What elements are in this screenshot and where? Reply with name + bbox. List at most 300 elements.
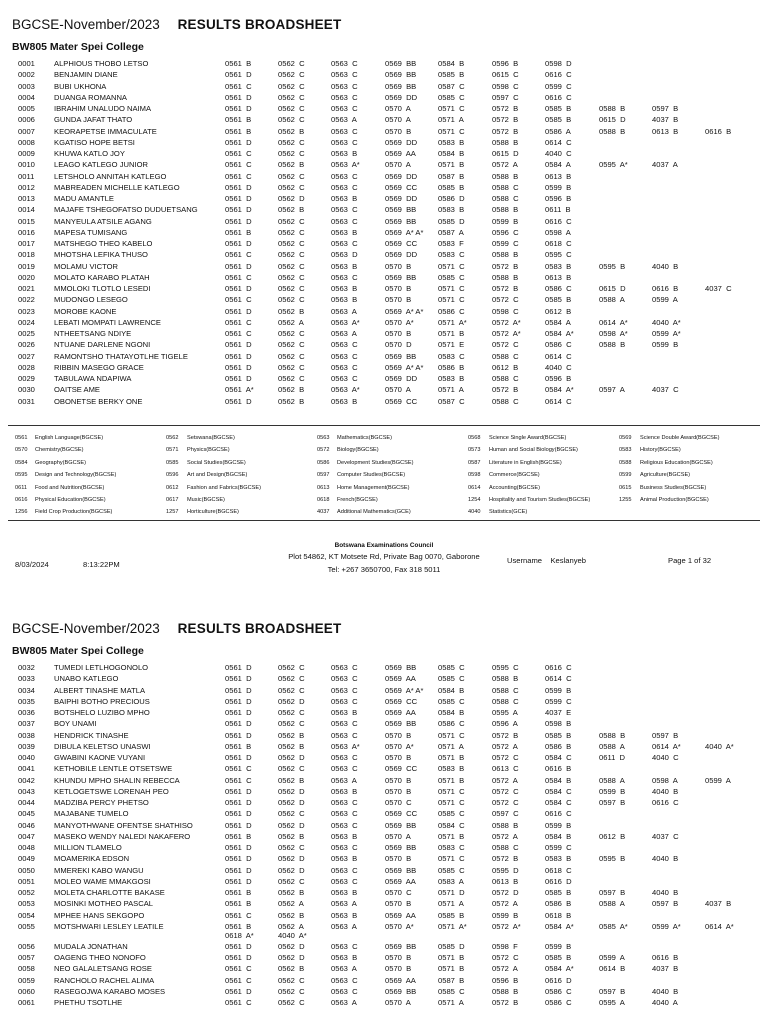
table-row — [0, 92, 768, 103]
subject-grade: 0572 D — [492, 888, 519, 897]
subject-grade: 0585 A* — [599, 921, 628, 931]
subject-grade: 4040 B — [652, 854, 679, 864]
subject-grade: 0562 C — [278, 239, 305, 248]
subject-grade: 0561 D — [225, 239, 252, 248]
candidate-name: KGATISO HOPE BETSI — [54, 137, 135, 147]
subject-grade: 0595 C — [545, 250, 572, 260]
candidate-name: MOTSHWARI LESLEY LEATILE — [54, 921, 164, 931]
subject-grade: 0585 D — [438, 941, 465, 951]
subject-grade: 0588 C — [492, 696, 519, 706]
subject-grade: 0598 C — [492, 81, 519, 91]
subject-grade: 0588 C — [492, 843, 519, 852]
subject-grade: 0562 B — [278, 160, 305, 170]
subject-grade: 0561 D — [225, 820, 252, 830]
subject-grade: 0561 B — [225, 899, 252, 909]
candidate-name: MOAMERIKA EDSON — [54, 854, 130, 864]
candidate-name: MAPESA TUMISANG — [54, 227, 128, 237]
subject-grade: 0616 C — [545, 663, 572, 672]
subject-grade: 0585 B — [545, 953, 572, 962]
candidate-number: 0025 — [18, 329, 35, 338]
subject-grade: 0561 B — [225, 115, 252, 125]
subject-grade: 0585 C — [438, 272, 465, 282]
candidate-name: UNABO KATLEGO — [54, 674, 119, 684]
subject-grade: 0588 A — [599, 775, 625, 785]
subject-grade: 0614 C — [545, 351, 572, 361]
subject-grade: 0585 B — [438, 70, 465, 80]
subject-grade: 0563 C — [331, 941, 358, 951]
candidate-name: OBONETSE BERKY ONE — [54, 396, 143, 406]
candidate-name: MHOTSHA LEFIKA THUSO — [54, 250, 148, 260]
subject-grade: 0563 C — [331, 126, 358, 136]
subject-grade: 0562 C — [278, 719, 305, 729]
subject-grade: 0570 B — [385, 854, 412, 864]
report-header — [12, 17, 341, 32]
subject-grade: 0570 A — [385, 160, 411, 170]
table-row — [0, 81, 768, 92]
subject-grade: 0587 C — [438, 396, 465, 406]
subject-grade: 0563 C — [331, 351, 358, 361]
subject-grade: 0584 B — [438, 149, 465, 158]
subject-grade: 0563 C — [331, 70, 358, 80]
subject-grade: 0563 C — [331, 685, 358, 695]
subject-grade: 0583 B — [438, 764, 465, 774]
username-label: Username — [507, 556, 543, 565]
subject-grade: 0613 B — [652, 126, 679, 136]
candidate-number: 0039 — [18, 741, 35, 751]
subject-grade: 0563 A* — [331, 317, 360, 327]
subject-grade: 0562 C — [278, 92, 305, 102]
subject-grade: 0571 E — [438, 340, 465, 350]
candidate-number: 0019 — [18, 261, 35, 271]
table-row — [0, 898, 768, 909]
legend-subject-code: 0562 — [166, 435, 179, 441]
candidate-number: 0006 — [18, 115, 35, 125]
candidate-number: 0046 — [18, 820, 35, 830]
subject-grade: 0563 D — [331, 250, 358, 260]
subject-grade: 0563 B — [331, 831, 358, 841]
table-row — [0, 137, 768, 148]
subject-grade: 0571 A — [438, 998, 464, 1007]
subject-grade: 0571 B — [438, 753, 465, 762]
candidate-number: 0055 — [18, 921, 35, 931]
subject-grade: 0588 B — [492, 205, 519, 215]
candidate-number: 0038 — [18, 730, 35, 740]
subject-grade: 0569 BB — [385, 59, 417, 68]
subject-grade: 0570 B — [385, 730, 412, 740]
subject-grade: 0563 B — [331, 227, 358, 237]
subject-grade: 0585 C — [438, 92, 465, 102]
candidate-number: 0015 — [18, 216, 35, 226]
subject-grade: 0572 A* — [492, 329, 521, 338]
table-row — [0, 963, 768, 974]
subject-grade: 0570 B — [385, 284, 412, 293]
candidate-name: HENDRICK TINASHE — [54, 730, 129, 740]
table-row — [0, 294, 768, 305]
table-row — [0, 685, 768, 696]
subject-grade: 0616 B — [652, 953, 679, 962]
subject-grade: 0562 C — [278, 674, 305, 684]
table-row — [0, 238, 768, 249]
username — [507, 556, 586, 565]
subject-grade: 0561 D — [225, 685, 252, 695]
subject-grade: 0562 B — [278, 910, 305, 920]
subject-grade: 0561 D — [225, 261, 252, 271]
subject-grade: 0561 D — [225, 876, 252, 886]
subject-grade: 0586 C — [438, 306, 465, 316]
subject-grade: 0562 C — [278, 171, 305, 181]
subject-grade: 0572 B — [492, 126, 519, 136]
candidate-name: BENJAMIN DIANE — [54, 70, 118, 80]
subject-grade: 0586 C — [545, 998, 572, 1007]
subject-grade: 0583 F — [438, 239, 464, 248]
subject-grade: 0561 C — [225, 295, 252, 305]
candidate-number: 0011 — [18, 171, 35, 181]
candidate-number: 0029 — [18, 374, 35, 383]
candidate-name: MILLION TLAMELO — [54, 843, 122, 852]
legend-subject-code: 0611 — [15, 484, 28, 491]
subject-grade: 0571 A — [438, 899, 464, 909]
subject-grade: 0596 B — [545, 374, 572, 383]
candidate-number: 0037 — [18, 719, 35, 729]
username-value: Keslanyeb — [550, 556, 586, 565]
subject-grade: 0572 B — [492, 385, 519, 395]
subject-grade: 0586 D — [438, 194, 465, 203]
subject-grade: 0569 AA — [385, 975, 416, 985]
legend-subject-code: 0584 — [15, 459, 28, 466]
subject-grade: 0561 C — [225, 160, 252, 170]
subject-grade: 0561 D — [225, 953, 252, 962]
subject-grade: 0562 C — [278, 351, 305, 361]
print-time: 8:13:22PM — [83, 560, 120, 569]
subject-grade: 0561 D — [225, 205, 252, 215]
table-row — [0, 986, 768, 997]
candidate-name: NEO GALALETSANG ROSE — [54, 964, 152, 974]
candidate-name: KETHOBILE LENTLE OTSETSWE — [54, 764, 173, 774]
subject-grade: 0561 D — [225, 941, 252, 951]
table-row — [0, 58, 768, 69]
subject-grade: 0584 A — [545, 160, 571, 170]
candidate-number: 0001 — [18, 59, 35, 68]
subject-grade: 0561 D — [225, 696, 252, 706]
subject-grade: 0572 A — [492, 775, 518, 785]
subject-grade: 0569 CC — [385, 396, 418, 406]
subject-grade: 0572 B — [492, 115, 519, 125]
subject-grade: 0562 D — [278, 820, 305, 830]
subject-grade: 0599 C — [545, 843, 572, 852]
table-row — [0, 328, 768, 339]
subject-grade: 0599 B — [492, 216, 519, 226]
subject-grade: 0596 A — [492, 719, 518, 729]
candidate-number: 0026 — [18, 340, 35, 350]
subject-grade: 0570 B — [385, 261, 412, 271]
subject-grade: 0562 C — [278, 764, 305, 774]
subject-grade: 0571 C — [438, 798, 465, 807]
subject-grade: 0562 B — [278, 306, 305, 316]
subject-grade: 0571 B — [438, 831, 465, 841]
subject-grade: 0587 B — [438, 171, 465, 181]
subject-grade: 0597 C — [492, 92, 519, 102]
subject-grade: 0570 A — [385, 831, 411, 841]
table-row — [0, 808, 768, 819]
subject-grade: 0563 C — [331, 663, 358, 672]
legend-subject-code: 0563 — [317, 435, 330, 441]
subject-grade: 0562 C — [278, 362, 305, 372]
subject-grade: 0586 B — [438, 362, 465, 372]
subject-grade: 0562 B — [278, 888, 305, 897]
legend-subject-name: French(BGCSE) — [337, 496, 378, 503]
subject-grade: 4037 B — [652, 115, 679, 125]
candidate-number: 0030 — [18, 385, 35, 395]
subject-grade: 0616 D — [545, 876, 572, 886]
candidate-number: 0040 — [18, 753, 35, 762]
candidate-name: BUBI UKHONA — [54, 81, 107, 91]
subject-grade: 0561 D — [225, 216, 252, 226]
subject-grade: 0570 A — [385, 385, 411, 395]
subject-grade: 0569 A* A* — [385, 362, 424, 372]
subject-grade: 0563 A — [331, 775, 357, 785]
subject-grade: 4037 C — [652, 385, 679, 395]
subject-grade: 0588 B — [492, 272, 519, 282]
subject-grade: 0561 C — [225, 764, 252, 774]
legend-subject-name: Art and Design(BGCSE) — [187, 472, 248, 479]
subject-grade: 0563 C — [331, 753, 358, 762]
table-row — [0, 707, 768, 718]
legend-row — [0, 494, 768, 506]
subject-grade: 0586 C — [438, 719, 465, 729]
subject-grade: 0563 C — [331, 809, 358, 819]
candidate-name: MOSINKI MOTHEO PASCAL — [54, 899, 154, 909]
subject-grade: 0563 A — [331, 899, 357, 909]
subject-grade: 0572 C — [492, 295, 519, 305]
subject-grade: 0583 B — [545, 854, 572, 864]
subject-grade: 0588 B — [599, 730, 626, 740]
subject-grade: 0562 B — [278, 126, 305, 136]
candidate-name: NTHEETSANG NDIYE — [54, 329, 132, 338]
table-row — [0, 362, 768, 373]
candidate-number: 0060 — [18, 986, 35, 996]
subject-grade: 4040 C — [652, 753, 679, 762]
subject-grade: 0571 C — [438, 104, 465, 113]
candidate-number: 0024 — [18, 317, 35, 327]
subject-grade: 0561 D — [225, 70, 252, 80]
candidate-name: KEORAPETSE IMMACULATE — [54, 126, 157, 136]
subject-grade: 0583 C — [438, 351, 465, 361]
organisation-name: Botswana Examinations Council — [334, 542, 434, 549]
exam-session: BGCSE-November/2023 — [12, 17, 160, 32]
subject-grade: 0570 B — [385, 953, 412, 962]
subject-grade: 0562 C — [278, 261, 305, 271]
subject-grade: 0616 C — [652, 798, 679, 807]
subject-grade: 4040 A — [652, 998, 678, 1007]
subject-grade: 0562 B — [278, 730, 305, 740]
subject-grade: 0598 A — [545, 227, 571, 237]
subject-grade: 0562 C — [278, 59, 305, 68]
school-name: BW805 Mater Spei College — [12, 645, 144, 657]
table-row — [0, 820, 768, 831]
table-row — [0, 69, 768, 80]
legend-subject-code: 0617 — [166, 496, 179, 503]
subject-grade: 0563 C — [331, 272, 358, 282]
candidate-number: 0034 — [18, 685, 35, 695]
candidate-number: 0010 — [18, 160, 35, 170]
table-row — [0, 975, 768, 986]
legend-subject-name: Field Crop Production(BGCSE) — [35, 509, 113, 516]
subject-grade: 0570 B — [385, 295, 412, 305]
subject-grade: 0588 C — [492, 685, 519, 695]
subject-grade: 0569 AA — [385, 674, 416, 684]
candidate-name: LEBATI MOMPATI LAWRENCE — [54, 317, 161, 327]
candidate-number: 0047 — [18, 831, 35, 841]
subject-grade: 0563 B — [331, 910, 358, 920]
subject-grade: 0563 C — [331, 362, 358, 372]
legend-subject-code: 1254 — [468, 496, 481, 503]
table-row — [0, 272, 768, 283]
subject-grade: 0596 B — [492, 59, 519, 68]
subject-grade: 0570 B — [385, 786, 412, 796]
legend-subject-name: Physical Education(BGCSE) — [35, 496, 106, 503]
subject-grade: 4040 C — [545, 149, 572, 158]
subject-grade: 0584 B — [545, 831, 572, 841]
candidate-number: 0058 — [18, 964, 35, 974]
subject-grade: 0561 B — [225, 59, 252, 68]
subject-grade: 0562 C — [278, 663, 305, 672]
table-row — [0, 373, 768, 384]
subject-grade: 0596 B — [492, 975, 519, 985]
subject-grade: 0563 A — [331, 115, 357, 125]
subject-grade: 0563 C — [331, 764, 358, 774]
legend-subject-code: 0598 — [468, 472, 481, 479]
subject-grade: 0561 D — [225, 374, 252, 383]
subject-grade: 0570 A* — [385, 741, 414, 751]
subject-grade: 0585 C — [438, 663, 465, 672]
candidate-name: TUMEDI LETLHOGONOLO — [54, 663, 149, 672]
subject-grade: 4040 A* — [705, 741, 734, 751]
subject-grade: 0562 B — [278, 385, 305, 395]
subject-grade: 0561 D — [225, 719, 252, 729]
subject-grade: 0562 C — [278, 115, 305, 125]
candidate-number: 0007 — [18, 126, 35, 136]
subject-grade: 0616 B — [705, 126, 732, 136]
table-row — [0, 941, 768, 952]
subject-grade: 0569 CC — [385, 809, 418, 819]
subject-grade: 0563 C — [331, 876, 358, 886]
subject-grade: 0572 C — [492, 953, 519, 962]
subject-grade: 0598 B — [545, 719, 572, 729]
subject-grade: 0597 B — [652, 730, 679, 740]
subject-grade: 0562 B — [278, 964, 305, 974]
subject-grade: 0588 C — [492, 194, 519, 203]
legend-subject-name: Religious Education(BGCSE) — [640, 459, 713, 466]
candidate-name: RAMONTSHO THATAYOTLHE TIGELE — [54, 351, 188, 361]
subject-grade: 0569 BB — [385, 81, 417, 91]
subject-grade: 0569 BB — [385, 216, 417, 226]
subject-grade: 0562 C — [278, 104, 305, 113]
table-row — [0, 204, 768, 215]
subject-grade: 0599 B — [545, 941, 572, 951]
candidate-name: BAIPHI BOTHO PRECIOUS — [54, 696, 150, 706]
table-row — [0, 306, 768, 317]
subject-grade: 0588 C — [492, 182, 519, 192]
subject-grade: 0563 B — [331, 888, 358, 897]
subject-grade: 0569 AA — [385, 708, 416, 717]
subject-grade: 0570 A — [385, 104, 411, 113]
candidate-number: 0036 — [18, 708, 35, 717]
subject-grade: 0588 B — [492, 820, 519, 830]
subject-grade: 4037 E — [545, 708, 572, 717]
candidate-name: MANYEULA ATSILE AGANG — [54, 216, 152, 226]
subject-grade: 0599 C — [492, 239, 519, 248]
subject-grade: 4037 A — [652, 160, 678, 170]
subject-grade: 0561 D — [225, 809, 252, 819]
table-row — [0, 171, 768, 182]
subject-grade: 0569 DD — [385, 250, 418, 260]
table-row — [0, 865, 768, 876]
subject-grade: 0563 B — [331, 194, 358, 203]
candidate-number: 0013 — [18, 194, 35, 203]
subject-grade: 0585 C — [438, 674, 465, 684]
subject-grade: 0562 C — [278, 227, 305, 237]
legend-subject-code: 0568 — [468, 435, 481, 441]
subject-grade: 0563 C — [331, 798, 358, 807]
table-row — [0, 786, 768, 797]
subject-grade: 0572 B — [492, 261, 519, 271]
subject-grade: 0561 D — [225, 340, 252, 350]
subject-grade: 0599 A — [599, 953, 625, 962]
subject-grade: 0571 B — [438, 964, 465, 974]
subject-grade: 0597 A — [599, 385, 625, 395]
legend-subject-name: Computer Studies(BGCSE) — [337, 472, 406, 479]
table-row — [0, 775, 768, 786]
subject-grade: 0563 C — [331, 81, 358, 91]
subject-grade: 0563 B — [331, 953, 358, 962]
candidate-list — [0, 662, 768, 1008]
legend-subject-code: 0615 — [619, 484, 632, 491]
subject-grade: 0570 A — [385, 115, 411, 125]
subject-grade: 0598 F — [492, 941, 518, 951]
subject-grade: 0563 C — [331, 205, 358, 215]
subject-grade: 0586 C — [545, 340, 572, 350]
subject-grade: 0562 D — [278, 194, 305, 203]
candidate-number: 0028 — [18, 362, 35, 372]
legend-subject-code: 0596 — [166, 472, 179, 479]
subject-grade: 0561 D — [225, 137, 252, 147]
exam-session: BGCSE-November/2023 — [12, 621, 160, 636]
subject-grade: 0571 C — [438, 295, 465, 305]
subject-grade: 0569 BB — [385, 820, 417, 830]
subject-grade: 0569 A* A* — [385, 227, 424, 237]
subject-grade: 0612 B — [492, 362, 519, 372]
candidate-number: 0031 — [18, 396, 35, 406]
legend-subject-name: Physics(BGCSE) — [187, 447, 230, 454]
subject-grade: 0614 A* — [652, 741, 681, 751]
subject-grade: 0585 B — [545, 730, 572, 740]
subject-grade: 0570 A* — [385, 317, 414, 327]
table-row — [0, 114, 768, 125]
subject-grade: 0562 C — [278, 685, 305, 695]
subject-grade: 0571 B — [438, 775, 465, 785]
candidate-name: OAGENG THEO NONOFO — [54, 953, 146, 962]
subject-grade: 0563 B — [331, 149, 358, 158]
legend-subject-code: 0586 — [317, 459, 330, 466]
legend-subject-name: English Language(BGCSE) — [35, 435, 104, 441]
subject-grade: 0562 C — [278, 284, 305, 293]
candidate-number: 0017 — [18, 239, 35, 248]
subject-grade: 0563 A* — [331, 741, 360, 751]
legend-row — [0, 444, 768, 456]
subject-grade: 0561 D — [225, 104, 252, 113]
subject-grade: 0562 C — [278, 876, 305, 886]
subject-grade: 0614 C — [545, 674, 572, 684]
